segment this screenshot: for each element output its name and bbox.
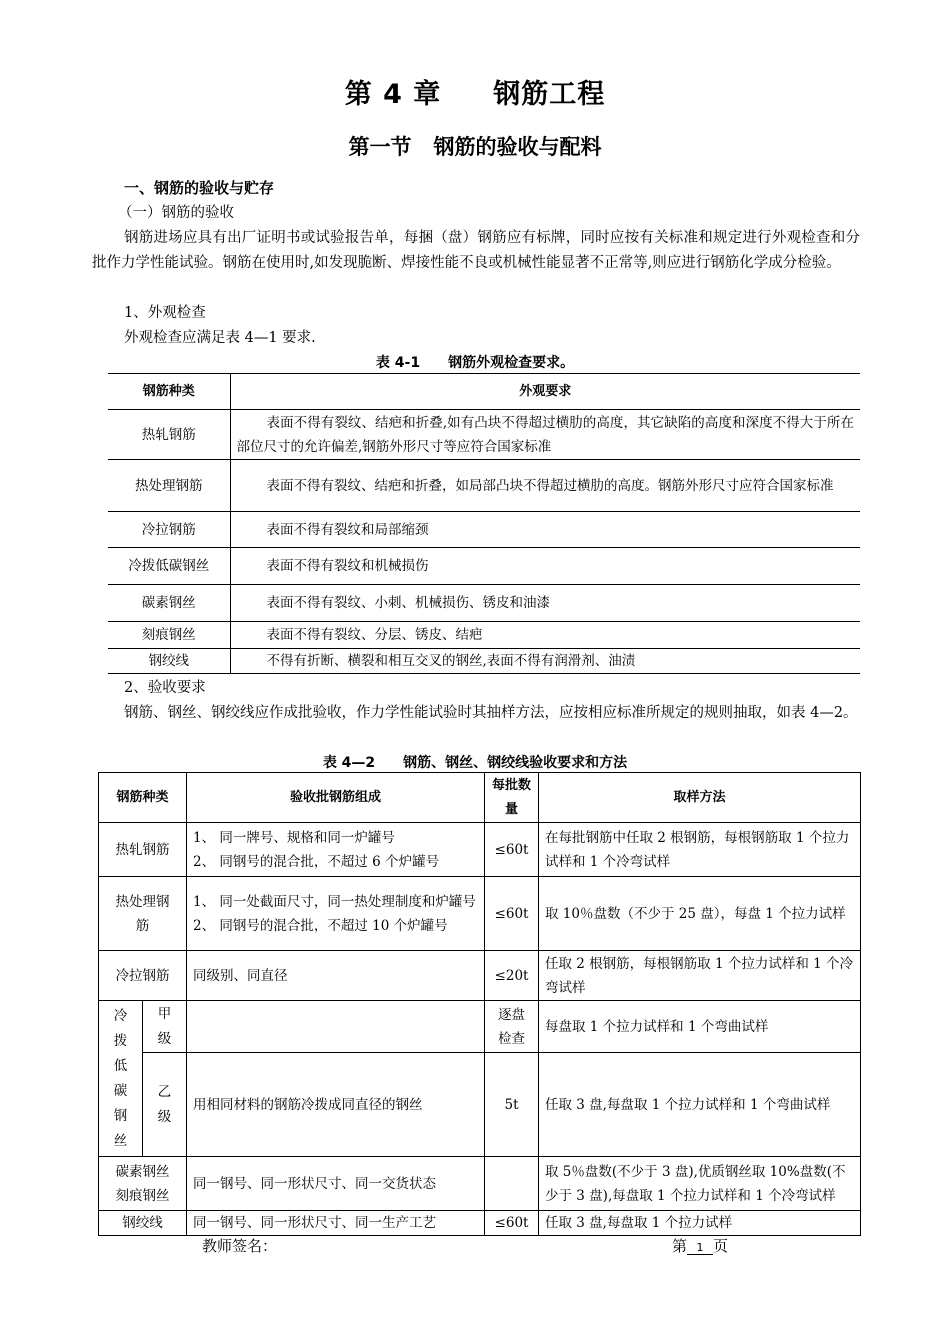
type-carbon-wire: 碳素钢丝 — [115, 1163, 170, 1180]
table-row — [108, 512, 860, 548]
table2-caption-title: 钢筋、钢丝、钢绞线验收要求和方法 — [403, 755, 628, 771]
table-header-row — [99, 773, 861, 823]
table-row — [99, 1211, 861, 1236]
batch-item: 2、 同钢号的混合批，不超过 10 个炉罐号 — [193, 917, 448, 934]
cell-quantity: ≤60t — [485, 877, 539, 951]
cell-type: 冷拨低碳钢丝 — [108, 548, 230, 585]
section-name: 钢筋的验收与配料 — [433, 135, 602, 159]
cell-method: 任取 3 盘,每盘取 1 个拉力试样和 1 个弯曲试样 — [539, 1053, 861, 1157]
item-acceptance-requirements: 2、验收要求 — [124, 680, 206, 696]
cell-method: 每盘取 1 个拉力试样和 1 个弯曲试样 — [539, 1001, 861, 1053]
chapter-title — [0, 72, 950, 111]
cell-requirement: 表面不得有裂纹、小刺、机械损伤、锈皮和油漆 — [230, 585, 860, 622]
column-header-quantity: 每批数量 — [485, 773, 539, 823]
cell-method: 任取 3 盘,每盘取 1 个拉力试样 — [539, 1211, 861, 1236]
cell-type: 热处理钢筋 — [99, 877, 187, 951]
table-row — [108, 460, 860, 512]
table-row — [108, 410, 860, 460]
table-row — [99, 1001, 861, 1053]
table-row — [99, 877, 861, 951]
cell-type: 钢绞线 — [108, 649, 230, 674]
cell-quantity: ≤60t — [485, 1211, 539, 1236]
cell-type: 热轧钢筋 — [99, 823, 187, 877]
table-row — [99, 951, 861, 1001]
cell-type: 冷拉钢筋 — [108, 512, 230, 548]
cell-method: 取 5％盘数(不少于 3 盘),优质钢丝取 10%盘数(不少于 3 盘),每盘取 1 个拉力试样和 1 个冷弯试样 — [539, 1157, 861, 1211]
cell-quantity — [485, 1157, 539, 1211]
cell-type: 钢绞线 — [99, 1211, 187, 1236]
cell-type: 冷拉钢筋 — [99, 951, 187, 1001]
cell-method: 在每批钢筋中任取 2 根钢筋，每根钢筋取 1 个拉力试样和 1 个冷弯试样 — [539, 823, 861, 877]
subheading-receipt: （一）钢筋的验收 — [118, 205, 234, 221]
table-row — [108, 649, 860, 674]
teacher-signature-label: 教师签名： — [202, 1237, 278, 1255]
cell-batch — [187, 823, 485, 877]
batch-item: 1、 同一牌号、规格和同一炉罐号 — [193, 829, 395, 846]
column-header-method: 取样方法 — [539, 773, 861, 823]
table-row — [99, 1053, 861, 1157]
cell-type: 刻痕钢丝 — [108, 622, 230, 649]
cell-batch: 同一钢号、同一形状尺寸、同一生产工艺 — [187, 1211, 485, 1236]
paragraph-intro: 钢筋进场应具有出厂证明书或试验报告单，每捆（盘）钢筋应有标牌，同时应按有关标准和规定进行外观检查和分批作力学性能试验。钢筋在使用时,如发现脆断、焊接性能不良或机械性能显著不正常等,则应进行钢筋化学成分检验。 — [92, 230, 860, 271]
page-prefix: 第 — [672, 1237, 688, 1255]
cell-type: 热处理钢筋 — [108, 460, 230, 512]
table-acceptance-methods — [98, 772, 861, 1236]
paragraph-acceptance: 钢筋、钢丝、钢绞线应作成批验收，作力学性能试验时其抽样方法，应按相应标准所规定的规则抽取，如表 4—2。 — [124, 705, 858, 721]
cell-requirement: 表面不得有裂纹和机械损伤 — [230, 548, 860, 585]
table-header-row — [108, 374, 860, 410]
cell-quantity: ≤20t — [485, 951, 539, 1001]
cell-type — [99, 1157, 187, 1211]
cell-quantity: ≤60t — [485, 823, 539, 877]
cell-requirement: 不得有折断、横裂和相互交叉的钢丝,表面不得有润滑剂、油渍 — [230, 649, 860, 674]
table-visual-inspection — [108, 373, 860, 674]
table1-caption — [0, 352, 950, 372]
table-row — [108, 548, 860, 585]
table-row — [108, 585, 860, 622]
table2-caption — [0, 752, 950, 772]
section-number: 第一节 — [348, 135, 412, 159]
column-header-type: 钢筋种类 — [108, 374, 230, 410]
batch-item: 1、 同一处截面尺寸，同一热处理制度和炉罐号 — [193, 893, 476, 910]
cell-quantity: 逐盘检查 — [485, 1001, 539, 1053]
chapter-number: 第 4 章 — [344, 79, 442, 110]
cell-requirement: 表面不得有裂纹、分层、锈皮、结疤 — [230, 622, 860, 649]
cell-type: 碳素钢丝 — [108, 585, 230, 622]
section-title — [0, 131, 950, 161]
cell-batch — [187, 877, 485, 951]
cell-batch: 同级别、同直径 — [187, 951, 485, 1001]
cell-batch: 用相同材料的钢筋冷拨成同直径的钢丝 — [187, 1053, 485, 1157]
cell-batch — [187, 1001, 485, 1053]
column-header-requirement: 外观要求 — [230, 374, 860, 410]
table-row — [99, 1157, 861, 1211]
table1-caption-number: 表 4-1 — [375, 355, 421, 371]
table2-caption-number: 表 4—2 — [322, 755, 376, 771]
item-visual-inspection: 1、外观检查 — [124, 305, 206, 321]
cell-requirement: 表面不得有裂纹和局部缩颈 — [230, 512, 860, 548]
cell-batch: 同一钢号、同一形状尺寸、同一交货状态 — [187, 1157, 485, 1211]
cell-quantity: 5t — [485, 1053, 539, 1157]
column-header-batch: 验收批钢筋组成 — [187, 773, 485, 823]
page-suffix: 页 — [713, 1237, 729, 1255]
table-row — [108, 622, 860, 649]
batch-item: 2、 同钢号的混合批，不超过 6 个炉罐号 — [193, 853, 440, 870]
chapter-name: 钢筋工程 — [493, 79, 606, 110]
page-number — [672, 1235, 728, 1256]
cell-method: 任取 2 根钢筋，每根钢筋取 1 个拉力试样和 1 个冷弯试样 — [539, 951, 861, 1001]
cell-type: 热轧钢筋 — [108, 410, 230, 460]
cell-type: 冷拨低碳钢丝 — [99, 1001, 143, 1157]
heading-receipt-storage: 一、钢筋的验收与贮存 — [124, 179, 275, 197]
page-number-value: 1 — [687, 1241, 713, 1255]
cell-grade: 乙级 — [143, 1053, 187, 1157]
cell-method: 取 10％盘数（不少于 25 盘），每盘 1 个拉力试样 — [539, 877, 861, 951]
column-header-type: 钢筋种类 — [99, 773, 187, 823]
type-indented-wire: 刻痕钢丝 — [115, 1187, 170, 1204]
cell-requirement: 表面不得有裂纹、结疤和折叠,如有凸块不得超过横肋的高度，其它缺陷的高度和深度不得大于所在部位尺寸的允许偏差,钢筋外形尺寸等应符合国家标准 — [230, 410, 860, 460]
table1-caption-title: 钢筋外观检查要求。 — [448, 355, 575, 371]
cell-grade: 甲级 — [143, 1001, 187, 1053]
cell-requirement: 表面不得有裂纹、结疤和折叠，如局部凸块不得超过横肋的高度。钢筋外形尺寸应符合国家标准 — [230, 460, 860, 512]
paragraph-visual-req: 外观检查应满足表 4—1 要求. — [124, 330, 316, 346]
table-row — [99, 823, 861, 877]
